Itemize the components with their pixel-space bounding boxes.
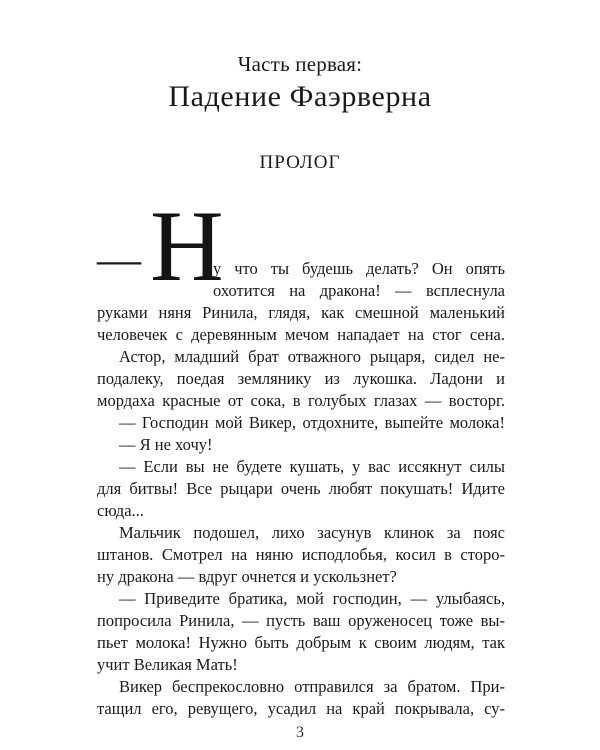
text-line: — Господин мой Викер, отдохните, выпейте молока! (119, 413, 505, 432)
dropcap-letter: Н (150, 190, 224, 303)
text-line: ну дракона — вдруг очнется и ускользнет? (97, 567, 397, 586)
text-line: Мальчик подошел, лихо засунув клинок за пояс (119, 523, 505, 542)
text-line: — Приведите братика, мой господин, — улыбаясь, (119, 589, 505, 608)
text-line: человечек с деревянным мечом нападает на стог сена. (97, 325, 505, 344)
text-line: тащил его, ревущего, усадил на край покрывала, су- (97, 699, 505, 718)
text-line: подалеку, поедая землянику из лукошка. Ладони и (97, 369, 505, 388)
text-line: мордаха красные от сока, в голубых глазах — восторг. (97, 391, 505, 410)
text-line: охотится на дракона! — всплеснула (213, 281, 505, 300)
text-line: руками няня Ринила, глядя, как смешной маленький (97, 303, 505, 322)
text-line: штанов. Смотрел на няню исподлобья, косил в сторо- (97, 545, 505, 564)
section-title: ПРОЛОГ (259, 152, 341, 173)
dropcap-dash: — (97, 235, 141, 284)
text-line: пьет молока! Нужно быть добрым к своим людям, так (97, 633, 505, 652)
text-line: у что ты будешь делать? Он опять (213, 259, 505, 278)
text-line: — Я не хочу! (119, 435, 213, 454)
text-line: для битвы! Все рыцари очень любят покушать! Идите (97, 479, 505, 498)
text-line: Астор, младший брат отважного рыцаря, сидел не- (119, 347, 505, 366)
text-line: учит Великая Мать! (97, 655, 238, 674)
text-line: попросила Ринила, — пусть ваш оруженосец тоже вы- (97, 611, 505, 630)
page-number: 3 (296, 724, 304, 741)
text-line: — Если вы не будете кушать, у вас иссякнут силы (119, 457, 505, 476)
part-title: Падение Фаэрверна (168, 80, 432, 113)
text-line: сюда... (97, 501, 144, 520)
text-line: Викер беспрекословно отправился за братом. При- (119, 677, 505, 696)
part-label: Часть первая: (237, 52, 363, 76)
